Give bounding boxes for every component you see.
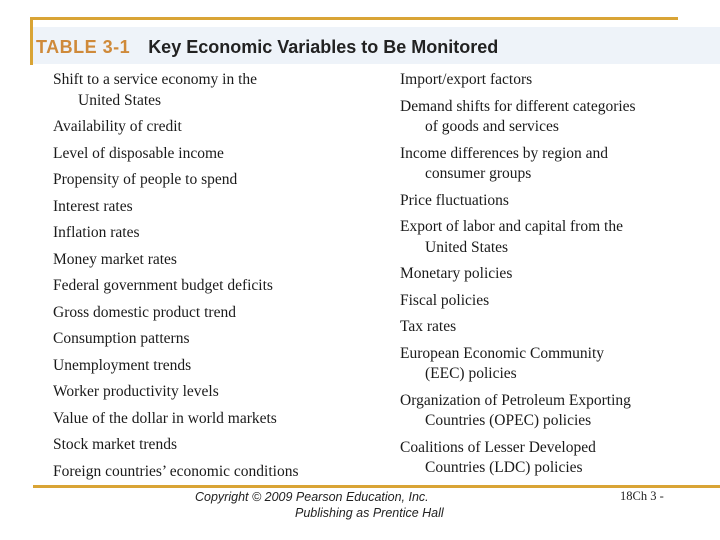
list-item (53, 303, 383, 324)
table-number: TABLE 3-1 (36, 36, 131, 57)
list-item (53, 356, 383, 377)
list-item (53, 276, 383, 297)
list-item-text: Stock market trends (53, 436, 177, 453)
right-column (400, 70, 715, 485)
list-item (53, 382, 383, 403)
list-item-continuation: Countries (OPEC) policies (425, 412, 592, 429)
list-item (53, 197, 383, 218)
table-title: Key Economic Variables to Be Monitored (148, 36, 499, 57)
list-item-text: Propensity of people to spend (53, 171, 238, 188)
list-item-continuation: of goods and services (425, 118, 559, 135)
list-item (400, 391, 715, 432)
list-item (53, 250, 383, 271)
list-item (400, 317, 715, 338)
list-item-text: Tax rates (400, 318, 457, 335)
copyright-notice (170, 489, 480, 521)
list-item-continuation: United States (425, 238, 509, 256)
list-item (400, 291, 715, 312)
list-item-text: Level of disposable income (53, 144, 224, 162)
list-item-continuation: United States (78, 91, 162, 109)
list-item-text: Worker productivity levels (53, 383, 219, 400)
list-item (53, 70, 383, 111)
list-item-continuation: (EEC) policies (425, 365, 517, 382)
list-item-text: Price fluctuations (400, 191, 509, 209)
list-item-text: Income differences by region and (400, 144, 609, 162)
copyright-line-2: Publishing as Prentice Hall (295, 506, 444, 520)
top-accent-rule (30, 17, 678, 20)
list-item-text: Fiscal policies (400, 291, 490, 309)
list-item-text: Money market rates (53, 250, 177, 268)
list-item (400, 144, 715, 185)
list-item-text: Interest rates (53, 197, 133, 215)
list-item-text: Coalitions of Lesser Developed (400, 438, 596, 456)
copyright-line-1: Copyright © 2009 Pearson Education, Inc. (195, 490, 429, 504)
list-item-text: Export of labor and capital from the (400, 218, 623, 235)
list-item (53, 170, 383, 191)
list-item-text: Shift to a service economy in the (53, 71, 258, 88)
list-item (53, 435, 383, 456)
list-item (53, 409, 383, 430)
list-item-text: Organization of Petroleum Exporting (400, 391, 631, 409)
list-item (53, 223, 383, 244)
list-item-text: Demand shifts for different categories (400, 97, 636, 115)
list-item (400, 191, 715, 212)
list-item-continuation: consumer groups (425, 165, 532, 182)
list-item-text: Gross domestic product trend (53, 303, 236, 321)
list-item (400, 97, 715, 138)
list-item (400, 264, 715, 285)
list-item-text: Unemployment trends (53, 356, 192, 374)
list-item-text: Inflation rates (53, 224, 140, 241)
list-item (53, 462, 383, 483)
list-item-continuation: Countries (LDC) policies (425, 459, 583, 476)
list-item (400, 344, 715, 385)
page-number: 18Ch 3 - (620, 489, 664, 503)
list-item-text: Foreign countries’ economic conditions (53, 462, 299, 480)
bottom-accent-rule (33, 485, 720, 488)
list-item (400, 70, 715, 91)
table-heading (36, 33, 498, 61)
list-item (400, 438, 715, 479)
list-item-text: European Economic Community (400, 344, 605, 362)
list-item (53, 117, 383, 138)
list-item-text: Availability of credit (53, 118, 182, 135)
list-item-text: Consumption patterns (53, 330, 190, 347)
left-column (53, 70, 383, 488)
list-item-text: Value of the dollar in world markets (53, 409, 277, 427)
list-item-text: Federal government budget deficits (53, 277, 273, 294)
list-item-text: Monetary policies (400, 265, 513, 282)
list-item-text: Import/export factors (400, 71, 533, 88)
list-item (400, 217, 715, 258)
list-item (53, 329, 383, 350)
list-item (53, 144, 383, 165)
